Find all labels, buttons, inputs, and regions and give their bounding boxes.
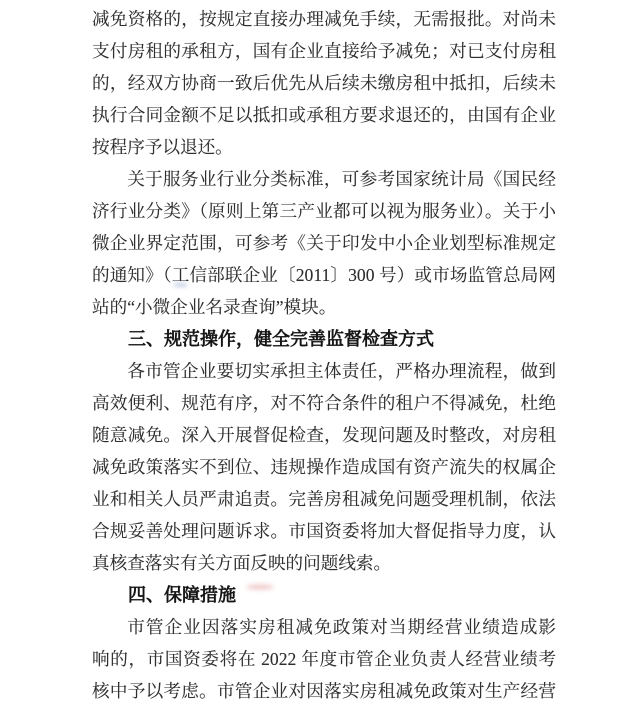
text-line: 各市管企业要切实承担主体责任，严格办理流程，做到: [127, 361, 556, 381]
text-line: 微企业界定范围，可参考《关于印发中小企业划型标准规定: [92, 233, 556, 253]
text-line: 济行业分类》（原则上第三产业都可以视为服务业）。关于小: [92, 201, 556, 221]
paragraph-safeguard-measures: [92, 611, 556, 707]
paragraph-rent-refund-rules: [92, 3, 556, 163]
text-line: 响的，市国资委将在 2022 年度市管企业负责人经营业绩考: [92, 649, 556, 669]
text-line: 随意减免。深入开展督促检查，发现问题及时整改，对房租: [92, 425, 556, 445]
text-line: 核中予以考虑。市管企业对因落实房租减免政策对生产经营: [92, 681, 556, 701]
text-line: 业和相关人员严肃追责。完善房租减免问题受理机制，依法: [92, 489, 556, 509]
text-line: 执行合同金额不足以抵扣或承租方要求退还的，由国有企业: [92, 105, 556, 125]
section-heading-3: 三、规范操作，健全完善监督检查方式: [128, 329, 434, 349]
text-line: 关于服务业行业分类标准，可参考国家统计局《国民经: [127, 169, 556, 189]
document-page: [92, 3, 556, 707]
text-line: 高效便利、规范有序，对不符合条件的租户不得减免，杜绝: [92, 393, 556, 413]
text-line: 站的“小微企业名录查询”模块。: [92, 297, 337, 317]
text-line: 支付房租的承租方，国有企业直接给予减免；对已支付房租: [92, 41, 556, 61]
paragraph-supervision-inspection: [92, 355, 556, 579]
text-line: 真核查落实有关方面反映的问题线索。: [92, 553, 392, 573]
text-line: 减免资格的，按规定直接办理减免手续，无需报批。对尚未: [92, 9, 556, 29]
text-line: 的通知》（工信部联企业〔2011〕300 号）或市场监管总局网: [92, 265, 556, 285]
text-line: 减免政策落实不到位、违规操作造成国有资产流失的权属企: [92, 457, 556, 477]
text-line: 市管企业因落实房租减免政策对当期经营业绩造成影: [127, 617, 556, 637]
section-heading-4: 四、保障措施: [128, 585, 236, 605]
text-line: 合规妥善处理问题诉求。市国资委将加大督促指导力度，认: [92, 521, 556, 541]
paragraph-classification-reference: [92, 163, 556, 323]
text-line: 的，经双方协商一致后优先从后续未缴房租中抵扣，后续未: [92, 73, 556, 93]
text-line: 按程序予以退还。: [92, 137, 233, 157]
